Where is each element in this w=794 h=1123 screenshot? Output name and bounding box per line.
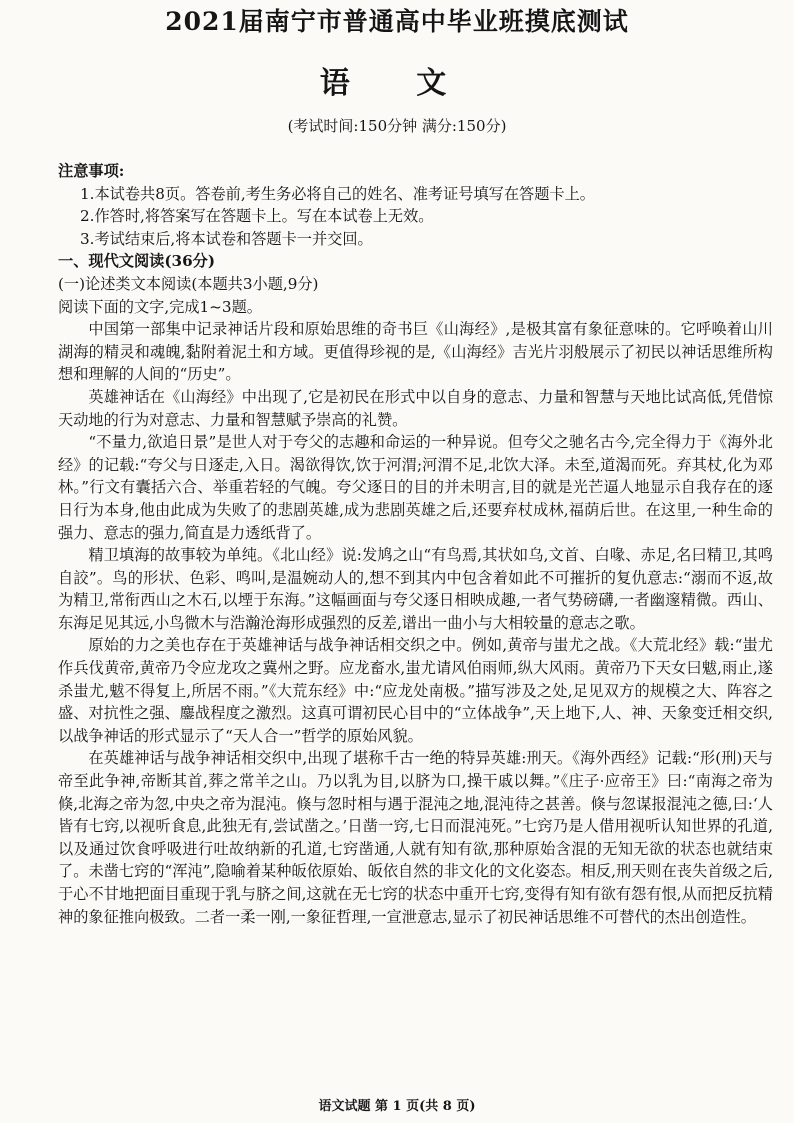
page-footer: 语文试题 第 1 页(共 8 页)	[318, 1099, 476, 1114]
passage-paragraph: 中国第一部集中记录神话片段和原始思维的奇书巨《山海经》,是极其富有象征意味的。它呼唤着山川湖海的精灵和魂魄,黏附着泥土和方域。更值得珍视的是,《山海经》吉光片羽般展示了初民以神话思维所构想和理解的人间的“历史”。	[58, 320, 773, 384]
passage-paragraph: 精卫填海的故事较为单纯。《北山经》说:发鸠之山“有鸟焉,其状如乌,文首、白喙、赤足,名曰精卫,其鸣自詨”。鸟的形状、色彩、鸣叫,是温婉动人的,想不到其内中包含着如此不可摧折的复仇意志:“溺而不返,故为精卫,常衔西山之木石,以堙于东海。”这幅画面与夸父逐日相映成趣,一者气势磅礴,一者幽邃精微。西山、东海足见其远,小鸟微木与浩瀚沧海形成强烈的反差,谱出一曲小与大相较量的意志之歌。	[58, 546, 773, 632]
passage-paragraph: 英雄神话在《山海经》中出现了,它是初民在形式中以自身的意志、力量和智慧与天地比试高低,凭借惊天动地的行为对意志、力量和智慧赋予崇高的礼赞。	[58, 387, 773, 429]
exam-info: (考试时间:150分钟 满分:150分)	[287, 117, 507, 135]
passage-paragraph: 原始的力之美也存在于英雄神话与战争神话相交织之中。例如,黄帝与蚩尤之战。《大荒北经》载:“蚩尤作兵伐黄帝,黄帝乃令应龙攻之冀州之野。应龙畜水,蚩尤请风伯雨师,纵大风雨。黄帝乃下天女曰魃,雨止,遂杀蚩尤,魃不得复上,所居不雨。”《大荒东经》中:“应龙处南极。”描写涉及之处,足见双方的规模之大、阵容之盛、对抗性之强、鏖战程度之激烈。这真可谓初民心目中的“立体战争”,天上地下,人、神、天象变迁相交织,以战争神话的形式显示了“天人合一”哲学的原始风貌。	[58, 636, 773, 745]
passage-paragraph: 在英雄神话与战争神话相交织中,出现了堪称千古一绝的特异英雄:刑天。《海外西经》记载:“形(刑)天与帝至此争神,帝断其首,葬之常羊之山。乃以乳为目,以脐为口,操干戚以舞。”《庄子·应帝王》曰:“南海之帝为倏,北海之帝为忽,中央之帝为混沌。倏与忽时相与遇于混沌之地,混沌待之甚善。倏与忽谋报混沌之德,曰:‘人皆有七窍,以视听食息,此独无有,尝试凿之。’日凿一窍,七日而混沌死。”七窍乃是人借用视听认知世界的孔道,以及通过饮食呼吸进行吐故纳新的孔道,七窍凿通,人就有知有欲,那种原始含混的无知无欲的状态也就结束了。未凿七窍的“浑沌”,隐喻着某种皈依原始、皈依自然的非文化的文化姿态。相反,刑天则在丧失首级之后,于心不甘地把面目重现于乳与脐之间,这就在无七窍的状态中重开七窍,变得有知有欲有怨有恨,从而把反抗精神的象征推向极致。二者一柔一刚,一象征哲理,一宣泄意志,显示了初民神话思维不可替代的杰出创造性。	[58, 749, 773, 926]
exam-body	[58, 160, 773, 928]
notice-item: 3.考试结束后,将本试卷和答题卡一并交回。	[80, 229, 373, 248]
notice-item: 2.作答时,将答案写在答题卡上。写在本试卷上无效。	[80, 207, 434, 226]
section-heading: 一、现代文阅读(36分)	[58, 252, 216, 271]
reading-instruction: 阅读下面的文字,完成1~3题。	[58, 297, 262, 316]
exam-title: 2021届南宁市普通高中毕业班摸底测试	[165, 7, 629, 36]
notice-item: 1.本试卷共8页。答卷前,考生务必将自己的姓名、准考证号填写在答题卡上。	[80, 184, 595, 203]
subject-title: 语 文	[319, 66, 475, 101]
section-subheading: (一)论述类文本阅读(本题共3小题,9分)	[58, 274, 319, 293]
notice-title: 注意事项:	[58, 162, 125, 180]
passage-paragraph: “不量力,欲追日景”是世人对于夸父的志趣和命运的一种异说。但夸父之驰名古今,完全得力于《海外北经》的记载:“夸父与日逐走,入日。渴欲得饮,饮于河渭;河渭不足,北饮大泽。未至,道渴而死。弃其杖,化为邓林。”行文有囊括六合、举重若轻的气魄。夸父逐日的目的并未明言,目的就是光芒逼人地显示自我存在的逐日行为本身,他由此成为失败了的悲剧英雄,成为悲剧英雄之后,还要弃杖成林,福荫后世。在这里,一种生命的强力、意志的强力,简直是力透纸背了。	[58, 433, 773, 542]
